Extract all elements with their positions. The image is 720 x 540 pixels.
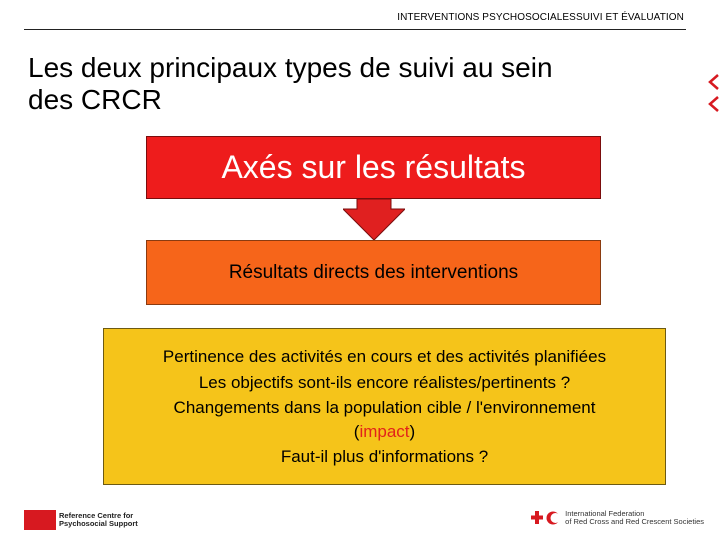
header-tag: INTERVENTIONS PSYCHOSOCIALESSUIVI ET ÉVALUATION <box>397 12 684 23</box>
ifrc-logo <box>531 510 704 526</box>
down-arrow-icon <box>343 199 405 241</box>
slide-title <box>28 52 688 116</box>
impact-close-paren: ) <box>409 421 416 441</box>
results-focused-box <box>146 136 601 199</box>
red-cross-crescent-icon <box>531 510 561 526</box>
impact-open-paren: ( <box>353 421 360 441</box>
question-line-changes <box>174 396 596 444</box>
results-focused-label: Axés sur les résultats <box>221 149 526 185</box>
ifrc-line-1: International Federation <box>565 509 645 518</box>
slide-title-line-2: des CRCR <box>28 84 162 115</box>
question-line-changes-text: Changements dans la population cible / l'environnement <box>173 397 596 417</box>
direct-results-label: Résultats directs des interventions <box>228 261 519 283</box>
monitoring-questions-box <box>103 328 666 485</box>
question-line-objectives: Les objectifs sont-ils encore réalistes/pertinents ? <box>198 372 571 392</box>
reference-centre-logo-text <box>59 512 138 528</box>
ifrc-logo-text <box>565 510 704 526</box>
question-line-more-info: Faut-il plus d'informations ? <box>280 446 489 466</box>
direct-results-box <box>146 240 601 305</box>
reference-centre-line-2: Psychosocial Support <box>59 519 138 528</box>
reference-centre-logo-mark <box>24 510 56 530</box>
psychosocial-centre-logo <box>24 510 138 530</box>
chevron-left-decoration-icon <box>706 96 720 112</box>
slide-title-line-1: Les deux principaux types de suivi au sein <box>28 52 553 83</box>
reference-centre-line-1: Reference Centre for <box>59 511 134 520</box>
chevron-right-decoration-icon <box>706 74 720 90</box>
question-line-relevance: Pertinence des activités en cours et des activités planifiées <box>162 346 607 366</box>
header-divider <box>24 29 686 30</box>
impact-keyword: impact <box>359 421 410 441</box>
ifrc-line-2: of Red Cross and Red Crescent Societies <box>565 517 704 526</box>
